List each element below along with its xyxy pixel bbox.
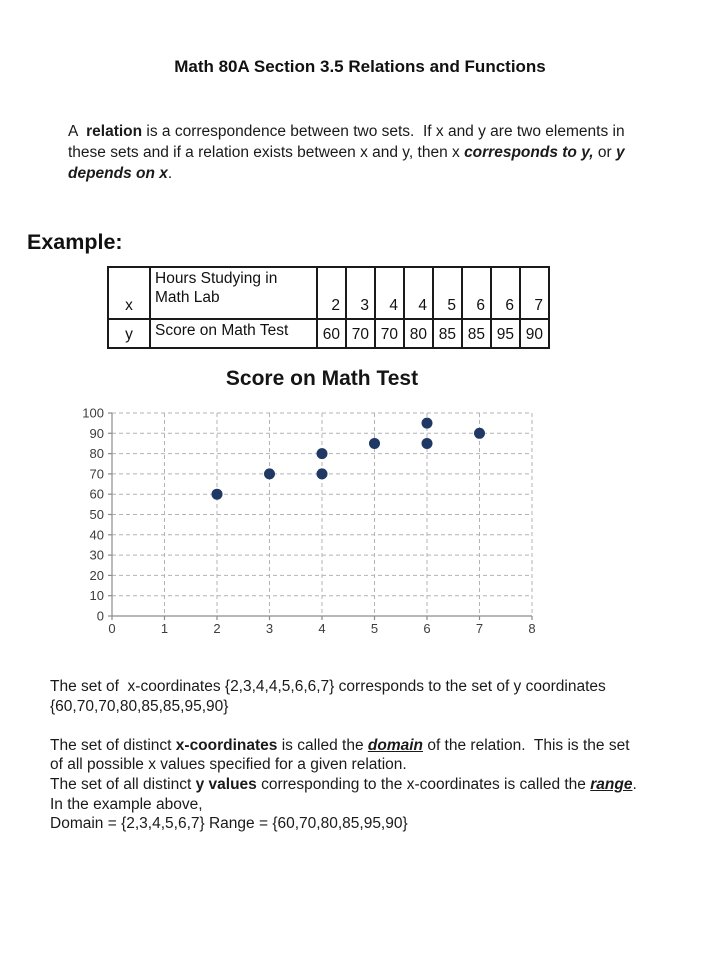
x-value-cell: 7 bbox=[520, 267, 549, 319]
row-desc-x: Hours Studying in Math Lab bbox=[150, 267, 317, 319]
row-label-x: x bbox=[108, 267, 150, 319]
scatter-plot-svg bbox=[56, 400, 556, 650]
svg-text:20: 20 bbox=[89, 567, 104, 583]
svg-text:90: 90 bbox=[89, 425, 104, 441]
svg-text:2: 2 bbox=[213, 621, 221, 636]
y-value-cell: 70 bbox=[346, 319, 375, 348]
svg-text:100: 100 bbox=[82, 405, 104, 421]
table-row-y bbox=[108, 319, 549, 348]
example-heading: Example: bbox=[27, 230, 123, 254]
x-value-cell: 3 bbox=[346, 267, 375, 319]
table-row-x bbox=[108, 267, 549, 319]
y-value-cell: 85 bbox=[462, 319, 491, 348]
y-value-cell: 70 bbox=[375, 319, 404, 348]
svg-text:5: 5 bbox=[370, 621, 379, 636]
x-value-cell: 6 bbox=[491, 267, 520, 319]
svg-text:3: 3 bbox=[265, 621, 274, 636]
row-desc-y: Score on Math Test bbox=[150, 319, 317, 348]
svg-text:50: 50 bbox=[89, 507, 104, 522]
y-value-cell: 95 bbox=[491, 319, 520, 348]
y-value-cell: 85 bbox=[433, 319, 462, 348]
svg-text:1: 1 bbox=[160, 621, 169, 636]
svg-text:8: 8 bbox=[528, 621, 536, 636]
svg-text:0: 0 bbox=[96, 608, 104, 624]
svg-text:0: 0 bbox=[108, 621, 116, 636]
slide-title: Math 80A Section 3.5 Relations and Functions bbox=[174, 57, 546, 76]
svg-text:7: 7 bbox=[475, 621, 484, 636]
data-table bbox=[107, 266, 550, 349]
row-label-y: y bbox=[108, 319, 150, 348]
y-value-cell: 80 bbox=[404, 319, 433, 348]
x-value-cell: 4 bbox=[375, 267, 404, 319]
svg-text:40: 40 bbox=[89, 527, 104, 543]
x-value-cell: 5 bbox=[433, 267, 462, 319]
x-value-cell: 4 bbox=[404, 267, 433, 319]
intro-paragraph: A relation is a correspondence between two sets. If x and y are two elements in these sets and if a relation exists between x and y, then x corresponds to y, or y depends on x. bbox=[68, 123, 625, 182]
x-value-cell: 2 bbox=[317, 267, 346, 319]
svg-text:60: 60 bbox=[89, 486, 104, 502]
svg-text:4: 4 bbox=[318, 621, 326, 636]
chart-title: Score on Math Test bbox=[225, 367, 419, 390]
y-value-cell: 60 bbox=[317, 319, 346, 348]
y-value-cell: 90 bbox=[520, 319, 549, 348]
body-text: The set of x-coordinates {2,3,4,4,5,6,6,7} corresponds to the set of y coordinates {60,70,70,80,85,85,95,90} The set of distinct x-coordinates is called the domain of the relation. This is the set of all possible x values specified for a given relation. The set of all distinct y values corresponding to the x-coordinates is called the range. In the example above, Domain = {2,3,4,5,6,7} Range = {60,70,80,85,95,90} bbox=[50, 678, 637, 833]
svg-text:80: 80 bbox=[89, 446, 104, 462]
svg-text:6: 6 bbox=[423, 621, 431, 636]
svg-text:30: 30 bbox=[89, 547, 104, 563]
svg-text:70: 70 bbox=[89, 466, 104, 482]
svg-text:10: 10 bbox=[89, 588, 104, 604]
x-value-cell: 6 bbox=[462, 267, 491, 319]
